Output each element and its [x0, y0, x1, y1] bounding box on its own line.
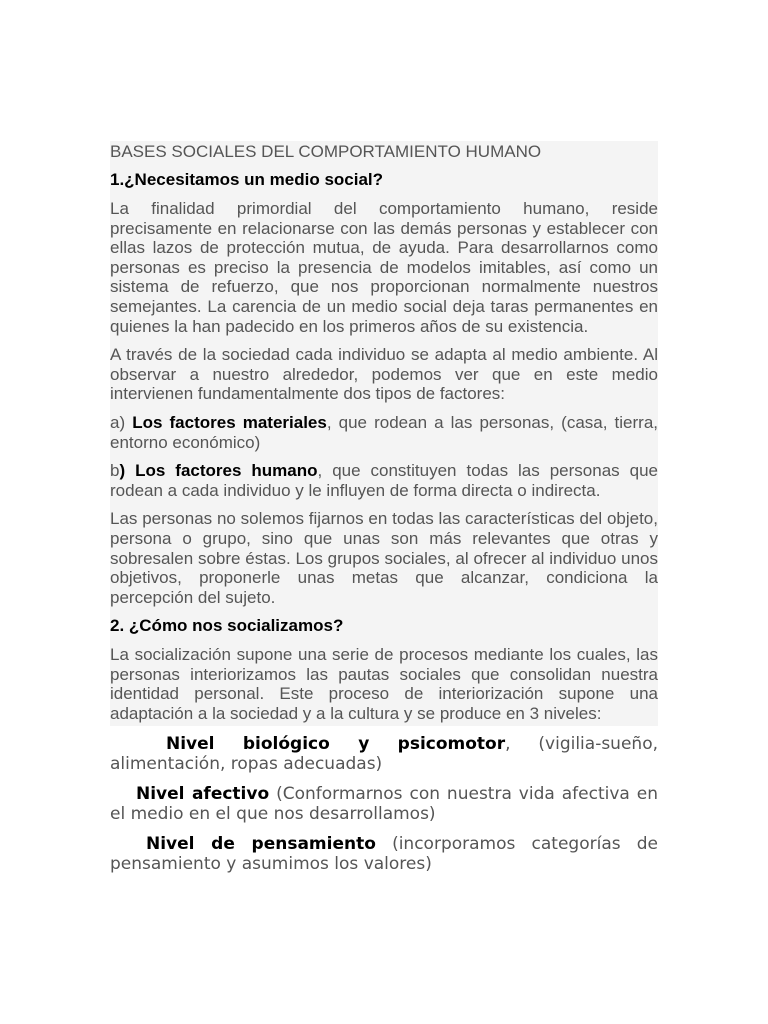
factor-a-paragraph: [110, 413, 658, 452]
factor-a-description: , que rodean a las personas, (casa, tierra, entorno económico): [110, 412, 659, 452]
section-2-heading: 2. ¿Cómo nos socializamos?: [110, 616, 344, 636]
level-item: [110, 834, 658, 874]
level-item: [110, 784, 658, 824]
level-item: [110, 734, 658, 774]
level-detail: , (vigilia-sueño, alimentación, ropas adecuadas): [110, 733, 658, 774]
document-title: BASES SOCIALES DEL COMPORTAMIENTO HUMANO: [110, 142, 542, 161]
section-1-paragraph-3: Las personas no solemos fijarnos en todas las características del objeto, persona o grupo, sino que unas son más relevantes que otras y sobresalen sobre éstas. Los grupos sociales, al ofrecer al individuo unos objetivos, proponerle unas metas que alcanzar, condiciona la percepción del sujeto.: [110, 509, 658, 607]
level-name: Nivel biológico y psicomotor: [166, 733, 506, 754]
factor-b-paragraph: [110, 461, 658, 500]
section-2-paragraph-1: La socialización supone una serie de procesos mediante los cuales, las personas interiorizamos las pautas sociales que consolidan nuestra identidad personal. Este proceso de interiorización supone una adaptación a la sociedad y a la cultura y se produce en 3 niveles:: [110, 645, 658, 724]
level-name: Nivel afectivo: [136, 783, 270, 804]
section-1-paragraph-1: La finalidad primordial del comportamiento humano, reside precisamente en relacionarse con las demás personas y establecer con ellas lazos de protección mutua, de ayuda. Para desarrollarnos como personas es preciso la presencia de modelos imitables, así como un sistema de refuerzo, que nos proporcionan normalmente nuestros semejantes. La carencia de un medio social deja taras permanentes en quienes la han padecido en los primeros años de su existencia.: [110, 199, 658, 336]
level-detail: (Conformarnos con nuestra vida afectiva en el medio en el que nos desarrollamos): [110, 783, 658, 824]
document-page: [110, 141, 658, 884]
factor-a-prefix: a): [110, 412, 133, 432]
spacer: [110, 726, 658, 734]
section-1-heading: 1.¿Necesitamos un medio social?: [110, 170, 384, 189]
level-name: Nivel de pensamiento: [146, 833, 376, 854]
level-detail: (incorporamos categorías de pensamiento y asumimos los valores): [110, 833, 659, 874]
section-1-paragraph-2: A través de la sociedad cada individuo se adapta al medio ambiente. Al observar a nuestro alrededor, podemos ver que en este medio intervienen fundamentalmente dos tipos de factores:: [110, 345, 658, 404]
shaded-text-block: [110, 141, 658, 726]
factor-b-name: ) Los factores humano: [119, 461, 318, 481]
factor-b-description: , que constituyen todas las personas que rodean a cada individuo y le influyen de forma directa o indirecta.: [110, 461, 658, 500]
factor-b-prefix: b: [110, 461, 120, 481]
factor-a-name: Los factores materiales: [132, 412, 327, 432]
